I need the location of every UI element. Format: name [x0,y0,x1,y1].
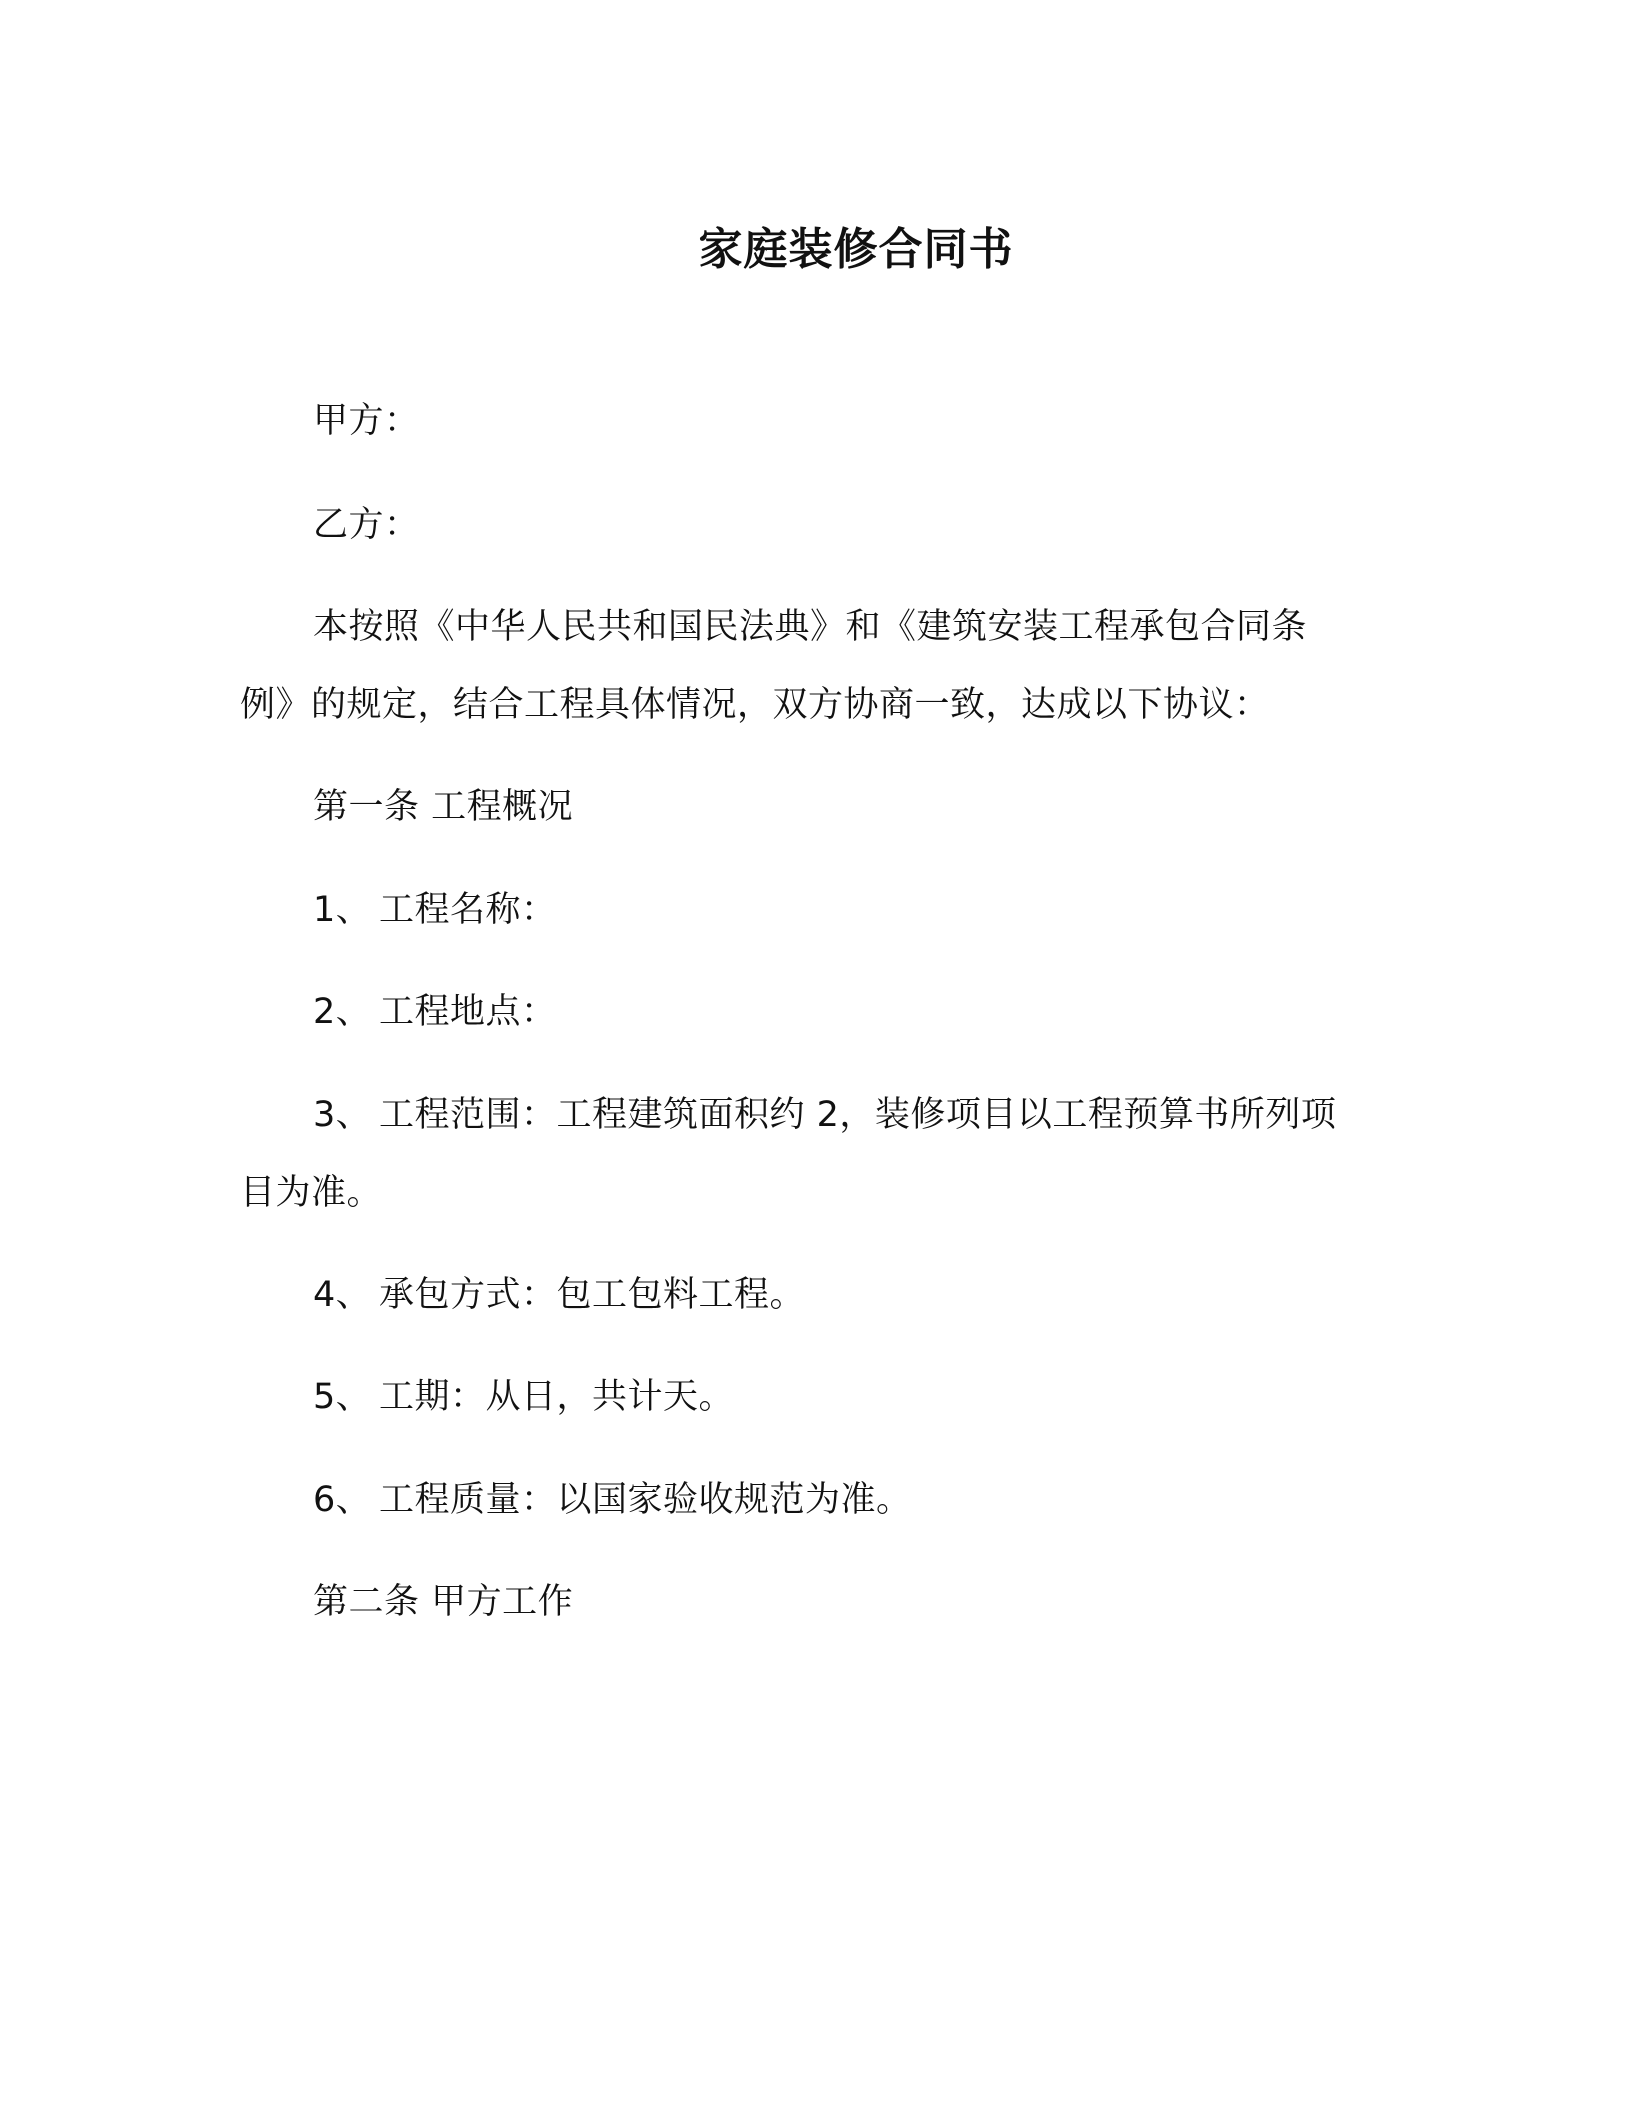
list-item-text: 工程质量：以国家验收规范为准。 [379,1480,912,1520]
document-title: 家庭装修合同书 [698,224,1014,275]
list-item-text: 承包方式：包工包料工程。 [379,1275,806,1315]
list-item [313,1475,912,1525]
list-item-number: 6、 [313,1480,372,1520]
article-1-heading: 第一条 工程概况 [313,787,574,827]
list-item-text: 工期：从日，共计天。 [379,1377,735,1417]
article-2-heading: 第二条 甲方工作 [313,1582,574,1622]
list-item [313,1372,734,1422]
list-item-number: 1、 [313,890,372,930]
list-item [313,1270,805,1320]
list-item-continuation: 目为准。 [240,1173,383,1213]
list-item-number: 5、 [313,1377,372,1417]
list-item [313,1090,1336,1140]
preamble-line-1: 本按照《中华人民共和国民法典》和《建筑安装工程承包合同条 [313,607,1308,647]
list-item-number: 3、 [313,1095,372,1135]
party-b-label: 乙方： [313,505,420,545]
list-item-text: 工程名称： [379,890,557,930]
list-item-text: 工程地点： [379,992,557,1032]
list-item-text: 工程范围：工程建筑面积约 2，装修项目以工程预算书所列项 [379,1095,1337,1135]
list-item [313,987,557,1037]
party-a-label: 甲方： [313,401,420,441]
list-item-number: 4、 [313,1275,372,1315]
preamble-line-2: 例》的规定，结合工程具体情况，双方协商一致，达成以下协议： [240,685,1270,725]
list-item-number: 2、 [313,992,372,1032]
list-item [313,885,557,935]
